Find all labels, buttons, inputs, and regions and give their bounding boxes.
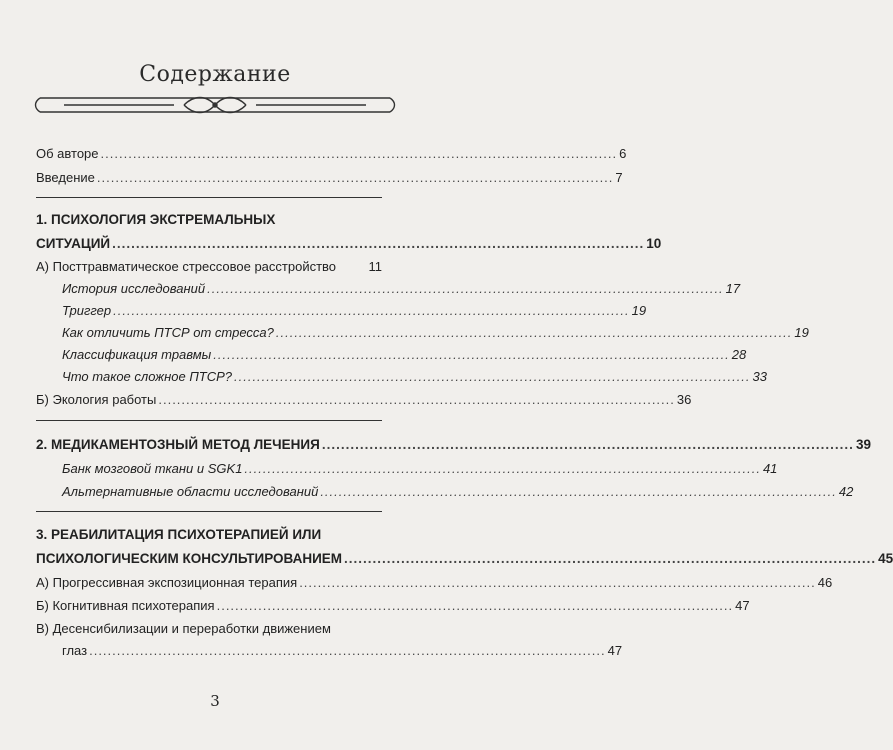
section-divider — [36, 197, 382, 198]
toc-page-number: 19 — [631, 303, 647, 318]
toc-label: А) Посттравматическое стрессовое расстройство — [36, 259, 337, 274]
toc-label: Банк мозговой ткани и SGK1 — [62, 461, 243, 476]
toc-label: Б) Когнитивная психотерапия — [36, 598, 215, 613]
toc-page-number: 19 — [794, 325, 809, 340]
toc-entry: глаз ................................................................................................................ 47 — [62, 643, 623, 658]
toc-page-number: 41 — [762, 461, 778, 476]
toc-page-number: 11 — [368, 259, 382, 274]
toc-entry-intro: Введение ................................................................................................................ 7 — [36, 170, 623, 185]
toc-label: А) Прогрессивная экспозиционная терапия — [36, 575, 298, 590]
section-3-heading: 3. РЕАБИЛИТАЦИЯ ПСИХОТЕРАПИЕЙ ИЛИ — [36, 527, 322, 542]
section-2-entry: 2. МЕДИКАМЕНТОЗНЫЙ МЕТОД ЛЕЧЕНИЯ ................................................................................................................ 39 — [36, 437, 871, 452]
toc-entry: А) Прогрессивная экспозиционная терапия ................................................................................................................ 46 — [36, 575, 833, 590]
toc-page-number: 7 — [615, 170, 623, 185]
toc-label: Альтернативные области исследований — [62, 484, 319, 499]
toc-label: Что такое сложное ПТСР? — [62, 369, 232, 384]
toc-page-number: 6 — [619, 146, 627, 161]
toc-page-number: 46 — [817, 575, 833, 590]
toc-label: СИТУАЦИЙ — [36, 236, 111, 251]
toc-page-number: 36 — [676, 392, 692, 407]
toc-entry: Б) Когнитивная психотерапия ................................................................................................................ 47 — [36, 598, 750, 613]
toc-label: 2. МЕДИКАМЕНТОЗНЫЙ МЕТОД ЛЕЧЕНИЯ — [36, 437, 320, 452]
toc-label: Как отличить ПТСР от стресса? — [62, 325, 274, 340]
section-1-entry: СИТУАЦИЙ ................................................................................................................ 10 — [36, 236, 662, 251]
toc-entry: История исследований ................................................................................................................ 17 — [62, 281, 741, 296]
toc-page-number: 17 — [725, 281, 741, 296]
toc-label: ПСИХОЛОГИЧЕСКИМ КОНСУЛЬТИРОВАНИЕМ — [36, 551, 343, 566]
title-ornament — [34, 90, 396, 120]
toc-label: Триггер — [62, 303, 112, 318]
section-1-heading: 1. ПСИХОЛОГИЯ ЭКСТРЕМАЛЬНЫХ — [36, 212, 276, 227]
toc-label: В) Десенсибилизации и переработки движением — [36, 621, 331, 636]
section-divider — [36, 511, 382, 512]
toc-page-number: 33 — [752, 369, 767, 384]
toc-label: Об авторе — [36, 146, 99, 161]
section-3-entry: ПСИХОЛОГИЧЕСКИМ КОНСУЛЬТИРОВАНИЕМ ................................................................................................................ 45 — [36, 551, 893, 566]
toc-entry: Б) Экология работы ................................................................................................................ 36 — [36, 392, 692, 407]
toc-entry: Альтернативные области исследований ................................................................................................................ 42 — [62, 484, 854, 499]
toc-page-number: 45 — [878, 551, 893, 566]
toc-entry: Классификация травмы ................................................................................................................ 28 — [62, 347, 747, 362]
toc-page-number: 47 — [607, 643, 623, 658]
toc-label: История исследований — [62, 281, 206, 296]
page-title: Содержание — [139, 62, 291, 87]
toc-entry: Что такое сложное ПТСР? ................................................................................................................ 33 — [62, 369, 767, 384]
toc-entry — [36, 259, 382, 275]
toc-page-number: 42 — [838, 484, 854, 499]
toc-label: глаз — [62, 643, 88, 658]
toc-page-number: 28 — [731, 347, 747, 362]
toc-label: Введение — [36, 170, 95, 185]
toc-entry-about: Об авторе ................................................................................................................ 6 — [36, 146, 627, 161]
toc-label: Классификация травмы — [62, 347, 212, 362]
toc-entry: Банк мозговой ткани и SGK1 ................................................................................................................ 41 — [62, 461, 778, 476]
section-divider — [36, 420, 382, 421]
toc-page-number: 10 — [646, 236, 662, 251]
page-number: 3 — [210, 692, 220, 710]
toc-page-number: 47 — [735, 598, 750, 613]
toc-page-number: 39 — [855, 437, 871, 452]
toc-entry: Как отличить ПТСР от стресса? ................................................................................................................ 19 — [62, 325, 809, 340]
toc-label: Б) Экология работы — [36, 392, 157, 407]
toc-entry: Триггер ................................................................................................................ 19 — [62, 303, 647, 318]
